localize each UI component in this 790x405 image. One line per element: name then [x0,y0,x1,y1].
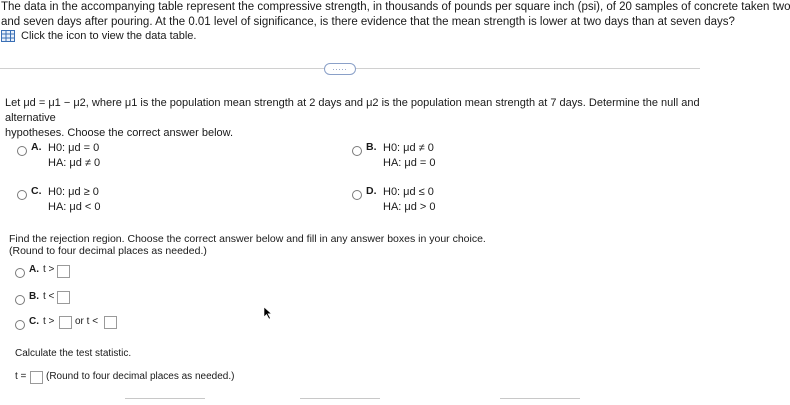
rejection-option-c-letter: C. [29,316,39,327]
option-b-h0: H0: μd ≠ 0 [383,142,434,154]
rejection-option-b-radio[interactable] [15,292,25,310]
rejection-c-input-upper[interactable] [59,314,72,332]
option-c-h0: H0: μd ≥ 0 [48,186,99,198]
footer-line-3 [500,398,580,399]
question-intro [1,0,790,30]
rejection-option-a-symbol: t > [43,264,55,275]
option-a-letter: A. [31,141,42,153]
q2-line-2: (Round to four decimal places as needed.) [9,245,207,257]
expand-button[interactable]: ..... [324,63,356,75]
option-c-letter: C. [31,185,42,197]
q1-line-2: hypotheses. Choose the correct answer below. [5,127,234,139]
option-d-letter: D. [366,185,377,197]
intro-line-1: The data in the accompanying table represent the compressive strength, in thousands of pounds per square inch (psi), of 20 samples of concrete taken two [1,1,790,13]
rejection-option-c-symbol: t > [43,316,55,327]
q2-line-1: Find the rejection region. Choose the correct answer below and fill in any answer boxes in your choice. [9,233,486,245]
rejection-option-c-radio[interactable] [15,317,25,335]
footer-line-1 [125,398,205,399]
rejection-option-b-letter: B. [29,291,39,302]
option-b-ha: HA: μd = 0 [383,157,436,169]
intro-line-2: and seven days after pouring. At the 0.01 level of significance, is there evidence that the mean strength is lower at two days than at seven days? [1,16,735,28]
option-b-radio[interactable] [352,143,362,161]
option-c-ha: HA: μd < 0 [48,201,101,213]
rejection-a-input[interactable] [57,263,70,281]
test-statistic-symbol: t = [15,371,27,382]
option-a-radio[interactable] [17,143,27,161]
rejection-option-b-symbol: t < [43,291,55,302]
table-grid-icon[interactable] [1,30,15,42]
option-b-letter: B. [366,141,377,153]
rejection-option-c-or: or t < [75,316,99,327]
test-statistic-note: (Round to four decimal places as needed.) [46,371,235,382]
test-statistic-prompt: Calculate the test statistic. [15,348,132,359]
q1-line-1: Let μd = μ1 − μ2, where μ1 is the population mean strength at 2 days and μ2 is the population mean strength at 7 days. Determine the null and alternative [5,97,700,124]
footer-line-2 [300,398,380,399]
rejection-b-input[interactable] [57,289,70,307]
data-link-label[interactable]: Click the icon to view the data table. [21,30,197,42]
option-a-ha: HA: μd ≠ 0 [48,157,101,169]
option-d-radio[interactable] [352,187,362,205]
option-d-ha: HA: μd > 0 [383,201,436,213]
rejection-question [9,233,486,257]
option-d-h0: H0: μd ≤ 0 [383,186,434,198]
mouse-cursor-icon [263,306,273,320]
rejection-option-a-radio[interactable] [15,265,25,283]
hypotheses-question [5,96,700,141]
data-table-link[interactable] [1,30,196,42]
rejection-option-a-letter: A. [29,264,39,275]
test-statistic-input[interactable] [30,369,43,387]
option-a-h0: H0: μd = 0 [48,142,100,154]
option-c-radio[interactable] [17,187,27,205]
rejection-c-input-lower[interactable] [104,314,117,332]
